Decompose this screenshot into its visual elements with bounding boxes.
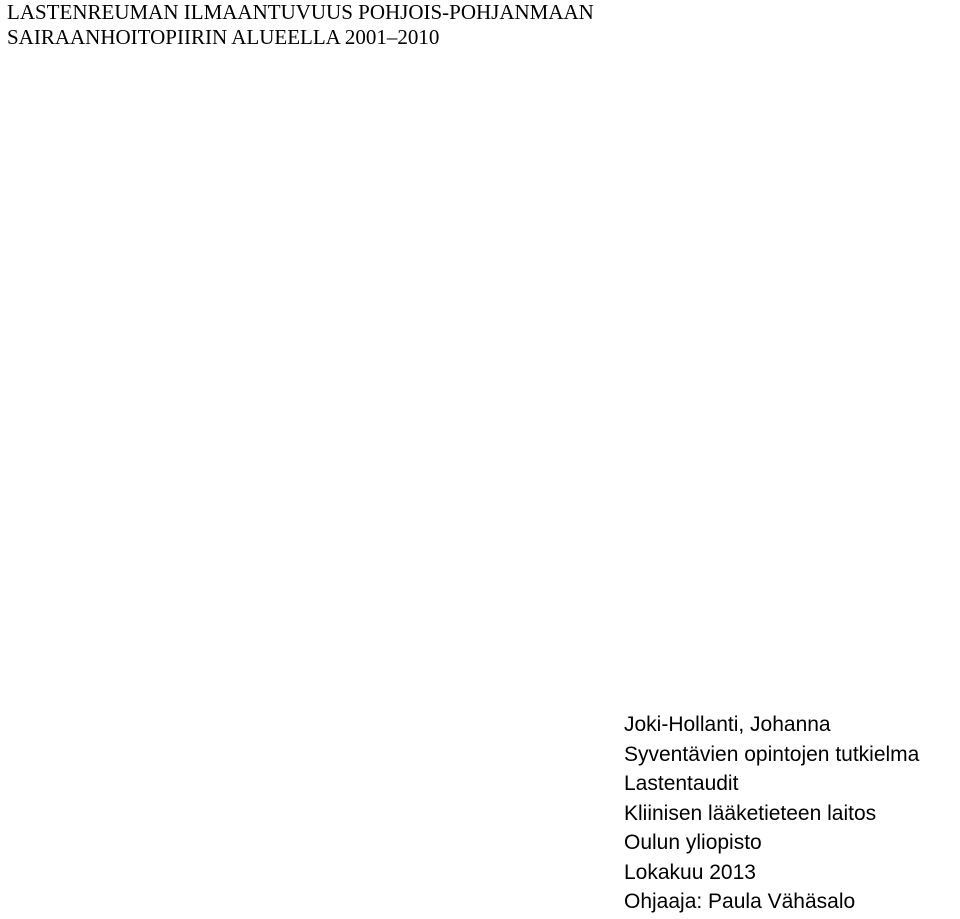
work-type: Syventävien opintojen tutkielma	[624, 742, 920, 766]
date: Lokakuu 2013	[624, 860, 756, 884]
title-line-1: LASTENREUMAN ILMAANTUVUUS POHJOIS-POHJANMAAN	[7, 0, 594, 24]
subject: Lastentaudit	[624, 772, 739, 795]
author-name: Joki-Hollanti, Johanna	[624, 713, 831, 736]
thesis-details	[624, 710, 954, 917]
department: Kliinisen lääketieteen laitos	[624, 801, 877, 825]
title-line-2: SAIRAANHOITOPIIRIN ALUEELLA 2001–2010	[7, 25, 440, 49]
document-title	[7, 0, 947, 50]
supervisor: Ohjaaja: Paula Vähäsalo	[624, 890, 856, 913]
university: Oulun yliopisto	[624, 831, 762, 854]
